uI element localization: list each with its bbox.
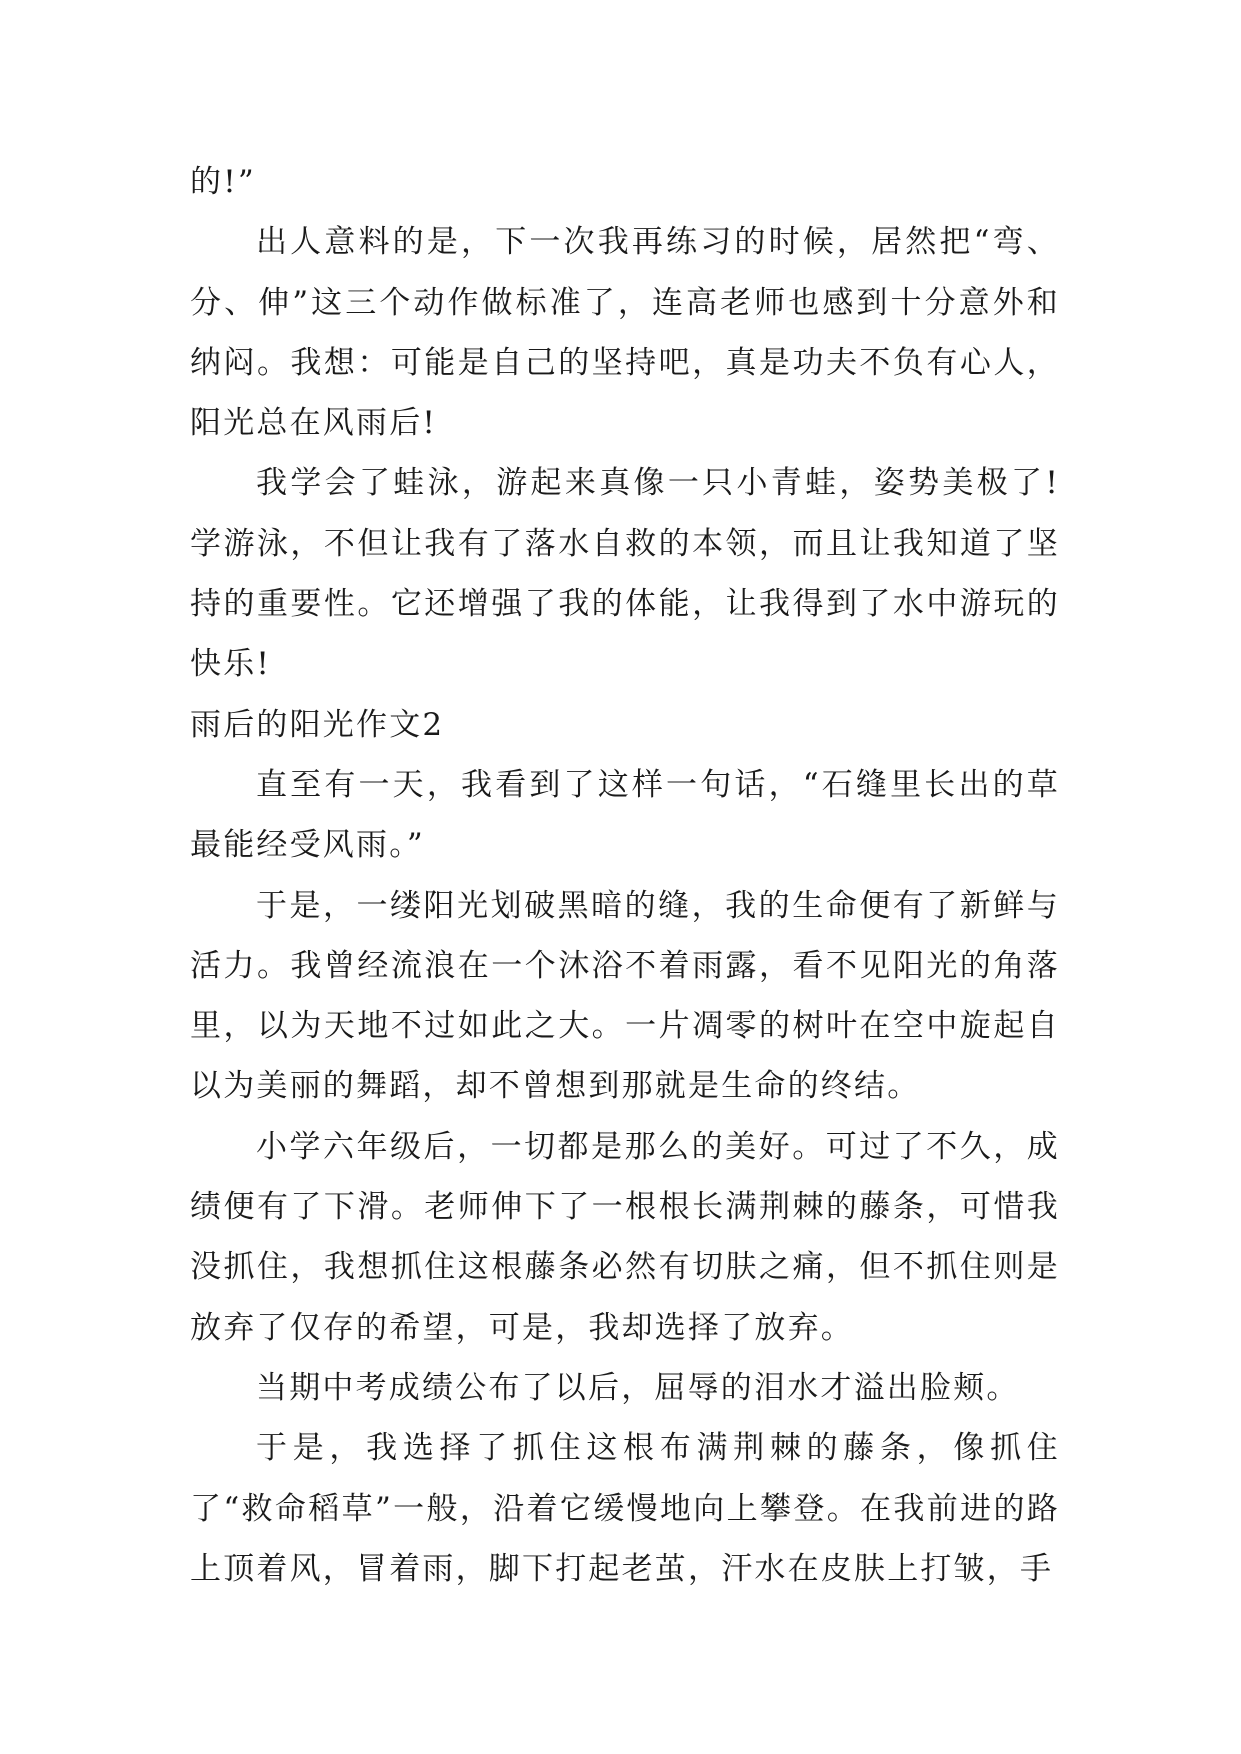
paragraph: 于是，我选择了抓住这根布满荆棘的藤条，像抓住了“救命稻草”一般，沿着它缓慢地向上攀登。在我前进的路上顶着风，冒着雨，脚下打起老茧，汗水在皮肤上打皱，手: [190, 1430, 1060, 1587]
document-body: [190, 152, 1060, 1599]
paragraph: 于是，一缕阳光划破黑暗的缝，我的生命便有了新鲜与活力。我曾经流浪在一个沐浴不着雨露，看不见阳光的角落里，以为天地不过如此之大。一片凋零的树叶在空中旋起自以为美丽的舞蹈，却不曾想到那就是生命的终结。: [190, 887, 1060, 1105]
paragraph: 直至有一天，我看到了这样一句话，“石缝里长出的草最能经受风雨。”: [190, 766, 1060, 864]
paragraph: 我学会了蛙泳，游起来真像一只小青蛙，姿势美极了!学游泳，不但让我有了落水自救的本领，而且让我知道了坚持的重要性。它还增强了我的体能，让我得到了水中游玩的快乐!: [190, 465, 1060, 683]
paragraph: 出人意料的是，下一次我再练习的时候，居然把“弯、分、伸”这三个动作做标准了，连高老师也感到十分意外和纳闷。我想：可能是自己的坚持吧，真是功夫不负有心人，阳光总在风雨后!: [190, 224, 1060, 442]
paragraph-continuation: 的!”: [190, 164, 256, 200]
section-heading: 雨后的阳光作文2: [190, 706, 445, 743]
paragraph: 当期中考成绩公布了以后，屈辱的泪水才溢出脸颊。: [256, 1369, 1020, 1406]
paragraph: 小学六年级后，一切都是那么的美好。可过了不久，成绩便有了下滑。老师伸下了一根根长满荆棘的藤条，可惜我没抓住，我想抓住这根藤条必然有切肤之痛，但不抓住则是放弃了仅存的希望，可是，我却选择了放弃。: [190, 1128, 1060, 1346]
